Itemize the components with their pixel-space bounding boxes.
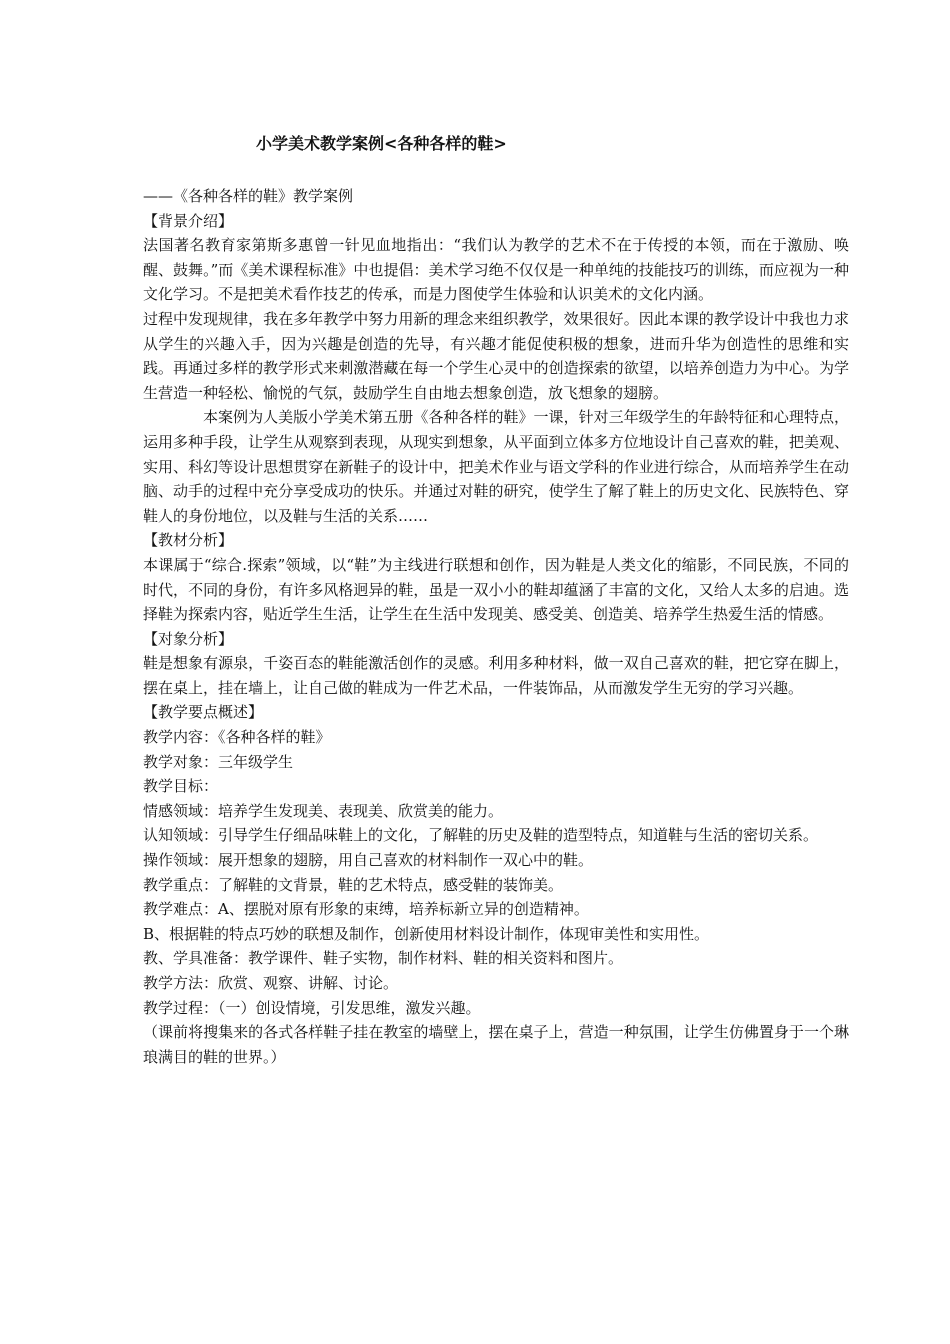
document-body — [143, 184, 849, 1069]
document-paragraph: 教学难点：A、摆脱对原有形象的束缚，培养标新立异的创造精神。 — [143, 900, 589, 919]
document-paragraph: 教学对象：三年级学生 — [143, 752, 294, 771]
document-paragraph: 【对象分析】 — [143, 629, 234, 648]
document-paragraph: 法国著名教育家第斯多惠曾一针见血地指出：“我们认为教学的艺术不在于传授的本领，而在于激励、唤醒、鼓舞。”而《美术课程标准》中也提倡：美术学习绝不仅仅是一种单纯的技能技巧的训练，而应视为一种文化学习。不是把美术看作技艺的传承，而是力图使学生体验和认识美术的文化内涵。 — [143, 236, 849, 304]
document-subtitle: ——《各种各样的鞋》教学案例 — [143, 187, 354, 205]
document-paragraph: 教学内容：《各种各样的鞋》 — [143, 728, 331, 747]
document-paragraph: 本案例为人美版小学美术第五册《各种各样的鞋》一课，针对三年级学生的年龄特征和心理特点，运用多种手段，让学生从观察到表现，从现实到想象，从平面到立体多方位地设计自己喜欢的鞋，把美观、实用、科幻等设计思想贯穿在新鞋子的设计中，把美术作业与语文学科的作业进行综合，从而培养学生在动脑、动手的过程中充分享受成功的快乐。并通过对鞋的研究，使学生了解了鞋上的历史文化、民族特色、穿鞋人的身份地位，以及鞋与生活的关系…… — [143, 408, 849, 525]
document-paragraph: 【教材分析】 — [143, 531, 234, 550]
document-paragraph: 教学重点：了解鞋的文背景，鞋的艺术特点，感受鞋的装饰美。 — [143, 875, 564, 894]
document-title: 小学美术教学案例<各种各样的鞋> — [256, 134, 507, 153]
document-paragraph: 【教学要点概述】 — [143, 703, 264, 722]
document-paragraph: 鞋是想象有源泉，千姿百态的鞋能激活创作的灵感。利用多种材料，做一双自己喜欢的鞋，把它穿在脚上，摆在桌上，挂在墙上，让自己做的鞋成为一件艺术品，一件装饰品，从而激发学生无穷的学习兴趣。 — [143, 654, 849, 697]
document-paragraph: 教学过程：（一）创设情境，引发思维，激发兴趣。 — [143, 998, 481, 1017]
document-paragraph: 教学方法：欣赏、观察、讲解、讨论。 — [143, 974, 399, 992]
document-paragraph: 操作领域：展开想象的翅膀，用自己喜欢的材料制作一双心中的鞋。 — [143, 851, 594, 870]
document-paragraph: 【背景介绍】 — [143, 211, 234, 230]
document-paragraph: （课前将搜集来的各式各样鞋子挂在教室的墙壁上，摆在桌子上，营造一种氛围，让学生仿佛置身于一个琳琅满目的鞋的世界。） — [143, 1023, 849, 1066]
document-paragraph: 情感领域：培养学生发现美、表现美、欣赏美的能力。 — [143, 801, 504, 820]
document-paragraph: 认知领域：引导学生仔细品味鞋上的文化，了解鞋的历史及鞋的造型特点，知道鞋与生活的密切关系。 — [143, 826, 819, 845]
document-paragraph: 过程中发现规律，我在多年教学中努力用新的理念来组织教学，效果很好。因此本课的教学设计中我也力求从学生的兴趣入手，因为兴趣是创造的先导，有兴趣才能促使积极的想象，进而升华为创造性的思维和实践。再通过多样的教学形式来刺激潜藏在每一个学生心灵中的创造探索的欲望，以培养创造力为中心。为学生营造一种轻松、愉悦的气氛，鼓励学生自由地去想象创造，放飞想象的翅膀。 — [143, 309, 849, 402]
document-paragraph: 本课属于“综合.探索”领域，以“鞋”为主线进行联想和创作，因为鞋是人类文化的缩影，不同民族，不同的时代，不同的身份，有许多风格迥异的鞋，虽是一双小小的鞋却蕴涵了丰富的文化，又给人太多的启迪。选择鞋为探索内容，贴近学生生活，让学生在生活中发现美、感受美、创造美、培养学生热爱生活的情感。 — [143, 555, 849, 624]
document-paragraph: B、根据鞋的特点巧妙的联想及制作，创新使用材料设计制作，体现审美性和实用性。 — [143, 924, 710, 943]
document-paragraph: 教、学具准备：教学课件、鞋子实物，制作材料、鞋的相关资料和图片。 — [143, 949, 624, 968]
document-paragraph: 教学目标： — [143, 777, 219, 796]
